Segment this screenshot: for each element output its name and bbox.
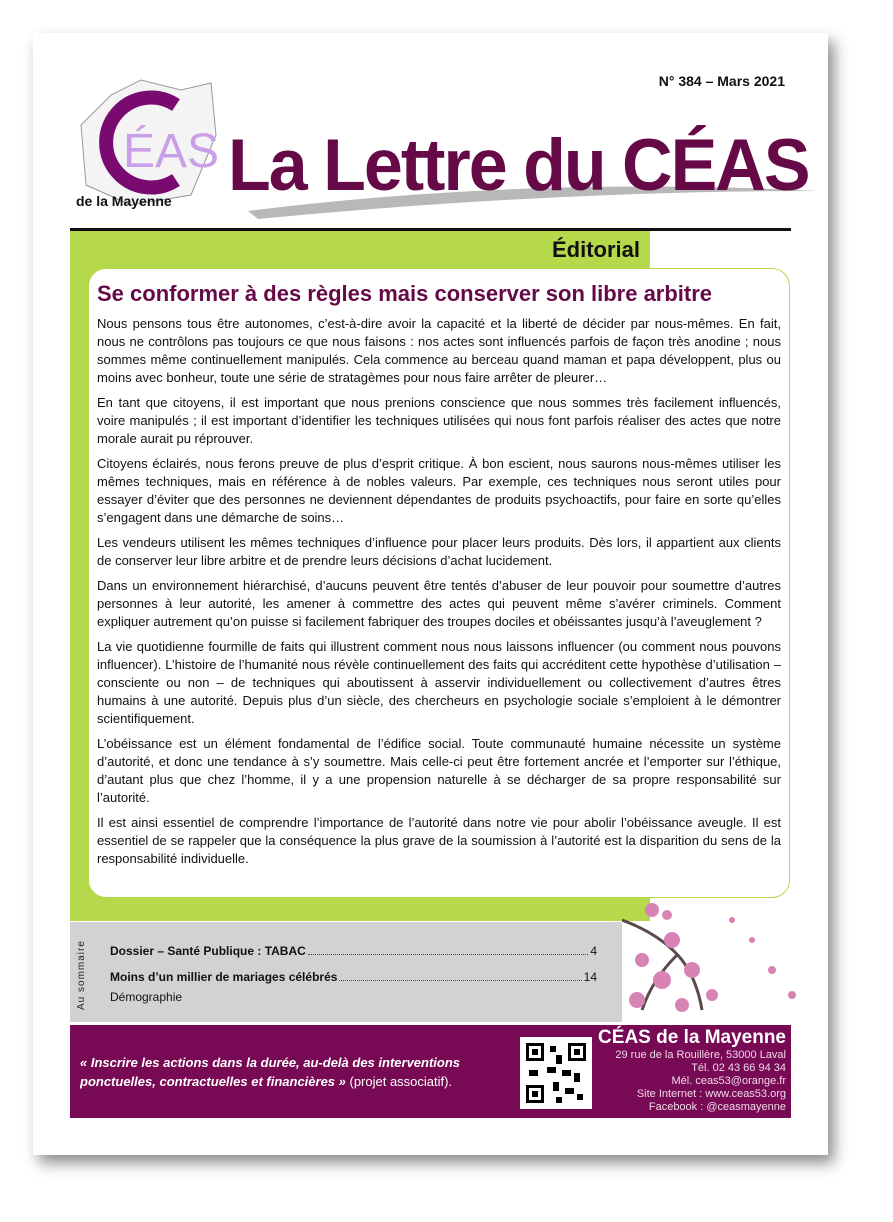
footer: [70, 1025, 791, 1118]
table-of-contents: [70, 922, 622, 1022]
paragraph: La vie quotidienne fourmille de faits qui illustrent comment nous nous laissons influencer (ou comment nous pouvons influencer). L’histoire de l’humanité nous révèle continuellement des faits qui accréditent cette hypothèse d’utilisation – consciente ou non – de techniques qui aboutissent à asservir individuellement ou collectivement d’autres êtres humains à une autorité. Depuis plus d’un siècle, des chercheurs en psychologie sociale s’emploient à le démontrer scientifiquement.: [97, 639, 781, 726]
org-name: CÉAS de la Mayenne: [598, 1027, 786, 1048]
website[interactable]: Site Internet : www.ceas53.org: [636, 1088, 786, 1100]
paragraph: Dans un environnement hiérarchisé, d’aucuns peuvent être tentés d’abuser de leur pouvoir pour soumettre d’autres personnes à leur autorité, les amener à commettre des actes qui peuvent même s’avérer criminels. Comment expliquer autrement qu’on puisse si facilement fabriquer des troupes dociles et obéissantes jusqu’à l’aveuglement ?: [97, 578, 781, 629]
paragraph: Citoyens éclairés, nous ferons preuve de plus d’esprit critique. À bon escient, nous saurons nous-mêmes utiliser les mêmes techniques, mais en référence à de nobles valeurs. Par exemple, ces techniques nous seront utiles pour essayer d’éviter que des personnes ne deviennent dépendantes de produits psychoactifs, pour faire en sorte qu’elles s’engagent dans une démarche de soins…: [97, 456, 781, 525]
email[interactable]: Mél. ceas53@orange.fr: [671, 1075, 786, 1087]
newsletter-title: La Lettre du CÉAS: [228, 124, 809, 206]
issue-number: N° 384 – Mars 2021: [658, 73, 785, 89]
contact-block: [598, 1027, 786, 1114]
article-title: Se conformer à des règles mais conserver son libre arbitre: [97, 281, 713, 306]
page: [33, 33, 828, 1155]
toc-entry-page: 4: [590, 944, 597, 958]
phone: Tél. 02 43 66 94 34: [691, 1062, 786, 1074]
toc-leader: [339, 970, 581, 981]
toc-entry[interactable]: [110, 970, 597, 984]
paragraph: L’obéissance est un élément fondamental de l’édifice social. Toute communauté humaine nécessite un système d’autorité, et donc une tendance à s’y soumettre. Mais celle-ci peut être fortement ancrée et l’emporter sur l’éthique, d’autant plus que chez l’homme, il y a une propension naturelle à se décharger de sa propre responsabilité sur l’autorité.: [97, 736, 781, 805]
paragraph: Nous pensons tous être autonomes, c’est-à-dire avoir la capacité et la liberté de décider par nous-mêmes. En fait, nous ne contrôlons pas toujours ce que nous faisons : nos actes sont influencés parfois de façon très anodine ; nous sommes même continuellement manipulés. Cela commence au berceau quand maman et papa développent, plus ou moins avec bonheur, toute une série de stratagèmes pour nous faire arrêter de pleurer…: [97, 316, 781, 385]
logo-subtitle: de la Mayenne: [76, 193, 172, 209]
toc-label: Au sommaire: [76, 940, 87, 1010]
toc-entry-title: Moins d’un millier de mariages célébrés: [110, 970, 338, 984]
qr-code[interactable]: [520, 1037, 592, 1109]
toc-entry-page: 14: [583, 970, 597, 984]
section-label: Éditorial: [552, 237, 641, 262]
editorial-box: [88, 268, 790, 898]
toc-leader: [308, 944, 589, 955]
cherry-blossom-image: [622, 900, 812, 1022]
paragraph: Les vendeurs utilisent les mêmes techniques d’influence pour placer leurs produits. Dès lors, il appartient aux clients de conserver leur libre arbitre et de prendre leurs décisions d’achat lucidement.: [97, 535, 781, 568]
paragraph: Il est ainsi essentiel de comprendre l’importance de l’autorité dans notre vie pour abolir l’obéissance aveugle. Il est essentiel de se rappeler que la conséquence la plus grave de la soumission à l’autorité est la disparition du sens de la responsabilité individuelle.: [97, 815, 781, 866]
paragraph: En tant que citoyens, il est important que nous prenions conscience que nous sommes très facilement influencés, voire manipulés ; il est important d’identifier les techniques utilisées qui nous font parfois réaliser des actes que notre morale aurait pu réprouver.: [97, 395, 781, 446]
facebook[interactable]: Facebook : @ceasmayenne: [648, 1101, 786, 1113]
mission-quote: [80, 1053, 505, 1091]
quote-source: (projet associatif).: [345, 1074, 453, 1089]
toc-entry-subtitle: Démographie: [110, 990, 183, 1004]
toc-entry-title: Dossier – Santé Publique : TABAC: [110, 944, 306, 958]
address: 29 rue de la Rouillère, 53000 Laval: [615, 1049, 786, 1061]
toc-entry[interactable]: [110, 944, 597, 958]
quote-text: « Inscrire les actions dans la durée, au-delà des interventions ponctuelles, contractuelles et financières »: [80, 1055, 461, 1089]
svg-text:ÉAS: ÉAS: [123, 125, 220, 178]
